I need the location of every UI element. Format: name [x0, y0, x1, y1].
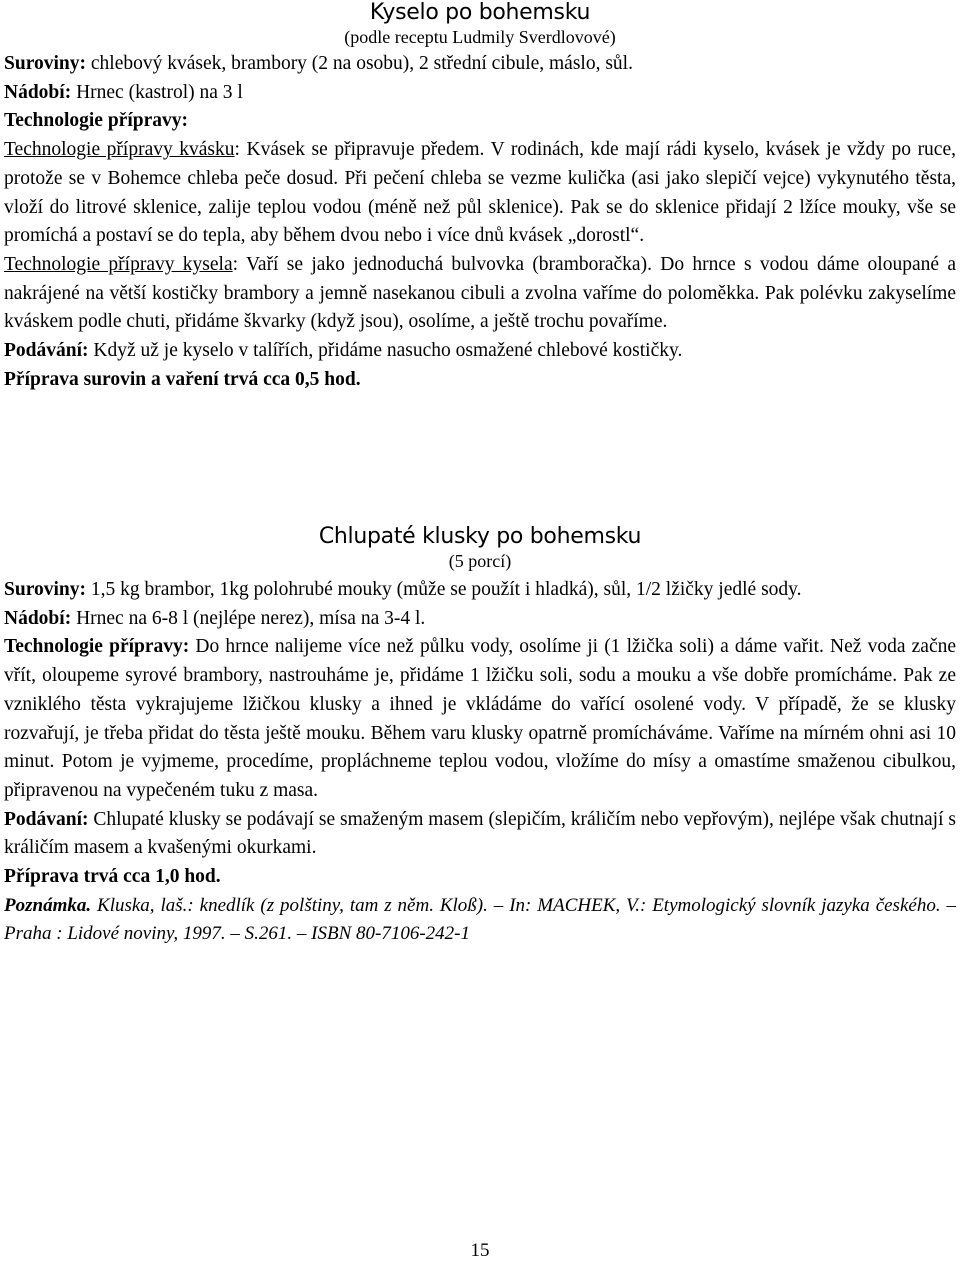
ingredients-label: Suroviny:: [4, 53, 86, 74]
technology-paragraph: [4, 633, 956, 805]
serving-label: Podávání:: [4, 340, 89, 362]
note-text: Kluska, laš.: knedlík (z polštiny, tam z něm. Kloß). – In: MACHEK, V.: Etymologický slovník jazyka českého. – Praha : Lidové noviny, 1997. – S.261. – ISBN 80-7106-242-1: [4, 894, 956, 945]
note-label: Poznámka.: [4, 894, 92, 916]
serving-paragraph: [4, 806, 956, 863]
cookware-paragraph: [4, 605, 956, 634]
cookware-paragraph: [4, 79, 956, 108]
prep-time: Příprava trvá cca 1,0 hod.: [4, 866, 221, 888]
ingredients-paragraph: [4, 576, 956, 605]
page: [4, 0, 956, 1266]
serving-text: Když už je kyselo v talířích, přidáme nasucho osmažené chlebové kostičky.: [88, 340, 683, 362]
page-number: 15: [470, 1240, 490, 1261]
note-paragraph: [4, 892, 956, 949]
technology-text: Do hrnce nalijeme více než půlku vody, osolíme ji (1 lžička soli) a dáme vařit. Než voda začne vřít, oloupeme syrové brambory, nastrouháme je, přidáme 1 lžičku soli, sodu a mouku a vše dobře promícháme. Pak ze vzniklého těsta vykrajujeme lžičkou klusky a ihned je vkládáme do vařící osolené vody. V případě, že se klusky rozvařují, je třeba přidat do těsta ještě mouku. Během varu klusky opatrně promícháváme. Vaříme na mírném ohni asi 10 minut. Potom je vyjmeme, procedíme, propláchneme teplou vodou, vložíme do mísy a omastíme smaženou cibulkou, připravenou na vypečeném tuku z masa.: [4, 636, 957, 801]
prep-time: Příprava surovin a vaření trvá cca 0,5 hod.: [4, 368, 361, 390]
technology-label: Technologie přípravy:: [4, 636, 190, 658]
recipe-title: Chlupaté klusky po bohemsku: [318, 524, 642, 549]
tech-kysela-text: : Vaří se jako jednoduchá bulvovka (bramboračka). Do hrnce s vodou dáme oloupané a nakrájené na větší kostičky brambory a jemně nasekanou cibuli a zvolna vaříme do poloměkka. Pak polévku zakyselíme kváskem podle chuti, přidáme škvarky (když jsou), osolíme, a ještě trochu povaříme.: [4, 253, 956, 333]
tech-kysela-paragraph: [4, 251, 956, 337]
ingredients-paragraph: [4, 50, 956, 79]
ingredients-label: Suroviny:: [4, 579, 86, 600]
tech-kvasek-paragraph: [4, 136, 956, 251]
technology-heading: [4, 107, 956, 136]
cookware-text: Hrnec (kastrol) na 3 l: [71, 81, 243, 103]
serving-text: Chlupaté klusky se podávají se smaženým masem (slepičím, králičím nebo vepřovým), nejlépe však chutnají s králičím masem a kvašenými okurkami.: [4, 808, 956, 859]
ingredients-text: 1,5 kg brambor, 1kg polohrubé mouky (může se použít i hladká), sůl, 1/2 lžičky jedlé sody.: [86, 579, 802, 600]
cookware-label: Nádobí:: [4, 81, 72, 103]
technology-label: Technologie přípravy:: [4, 110, 188, 132]
serving-label: Podávaní:: [4, 808, 89, 830]
recipe-subtitle: (podle receptu Ludmily Sverdlovové): [344, 27, 616, 47]
cookware-label: Nádobí:: [4, 607, 72, 629]
ingredients-text: chlebový kvásek, brambory (2 na osobu), 2 střední cibule, máslo, sůl.: [86, 53, 633, 74]
cookware-text: Hrnec na 6-8 l (nejlépe nerez), mísa na 3-4 l.: [71, 607, 426, 629]
recipe-kyselo: [4, 0, 956, 394]
tech-kysela-label: Technologie přípravy kysela: [4, 253, 233, 275]
recipe-subtitle: (5 porcí): [448, 551, 512, 571]
serving-paragraph: [4, 337, 956, 366]
recipe-klusky: [4, 524, 956, 949]
tech-kvasek-label: Technologie přípravy kvásku: [4, 139, 235, 161]
tech-kvasek-text: : Kvásek se připravuje předem. V rodinách, kde mají rádi kyselo, kvásek je vždy po ruce, protože se v Bohemce chleba peče dosud. Při pečení chleba se vezme kulička (asi jako slepičí vejce) vykynutého těsta, vloží do litrové sklenice, zalije teplou vodou (méně než půl sklenice). Pak se do sklenice přidají 2 lžíce mouky, vše se promíchá a postaví se do tepla, aby během dvou nebo i více dnů kvásek „dorostl“.: [4, 139, 956, 247]
recipe-title: Kyselo po bohemsku: [369, 0, 591, 25]
